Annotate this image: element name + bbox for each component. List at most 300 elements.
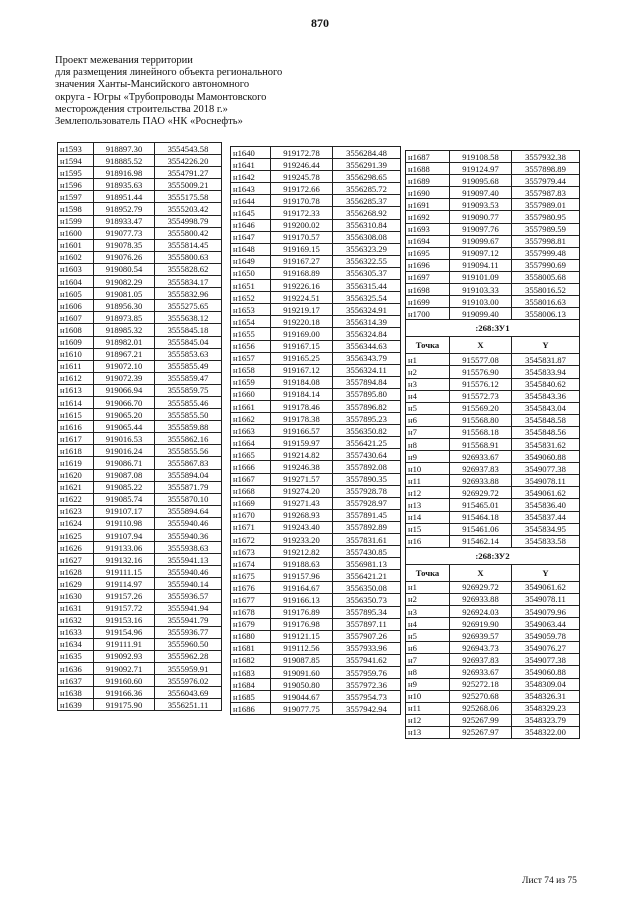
point-label: н1603: [58, 263, 94, 275]
y-coordinate: Y: [512, 564, 580, 581]
point-label: н1631: [58, 602, 94, 614]
x-coordinate: 919103.33: [450, 284, 512, 296]
y-coordinate: 3556324.84: [333, 328, 401, 340]
y-coordinate: 3548323.79: [512, 714, 580, 726]
x-coordinate: 918885.52: [94, 155, 155, 167]
y-coordinate: 3545848.56: [512, 426, 580, 438]
x-coordinate: 918985.32: [94, 324, 155, 336]
point-label: н1698: [406, 284, 450, 296]
x-coordinate: 918935.63: [94, 179, 155, 191]
point-label: н1696: [406, 259, 450, 271]
x-coordinate: 919246.44: [271, 159, 333, 171]
x-coordinate: 919092.93: [94, 650, 155, 662]
x-coordinate: 919087.08: [94, 469, 155, 481]
table-row: [58, 433, 222, 445]
table-row: [231, 703, 401, 715]
x-coordinate: 926939.57: [450, 630, 512, 642]
y-coordinate: 3548326.31: [512, 690, 580, 702]
y-coordinate: 3555940.46: [155, 566, 222, 578]
point-label: Точка: [406, 564, 450, 581]
coordinates-table-3: [405, 150, 580, 739]
x-coordinate: 915568.80: [450, 414, 512, 426]
x-coordinate: 919072.39: [94, 372, 155, 384]
x-coordinate: 919092.71: [94, 663, 155, 675]
x-coordinate: 919153.16: [94, 614, 155, 626]
point-label: н1652: [231, 292, 271, 304]
point-label: н1626: [58, 542, 94, 554]
point-label: н13: [406, 726, 450, 738]
x-coordinate: 926943.73: [450, 642, 512, 654]
y-coordinate: 3557896.82: [333, 400, 401, 412]
table-row: [231, 679, 401, 691]
point-label: н1620: [58, 469, 94, 481]
x-coordinate: 919090.77: [450, 211, 512, 223]
table-row: [58, 481, 222, 493]
x-coordinate: 919170.78: [271, 195, 333, 207]
y-coordinate: 3558005.68: [512, 271, 580, 283]
y-coordinate: 3555859.47: [155, 372, 222, 384]
x-coordinate: 919101.09: [450, 271, 512, 283]
point-label: н1632: [58, 614, 94, 626]
point-label: н10: [406, 463, 450, 475]
y-coordinate: 3555638.12: [155, 312, 222, 324]
point-label: н1681: [231, 642, 271, 654]
table-row: [231, 461, 401, 473]
point-label: н1623: [58, 505, 94, 517]
y-coordinate: 3556421.25: [333, 437, 401, 449]
y-coordinate: 3556314.39: [333, 316, 401, 328]
point-label: н1617: [58, 433, 94, 445]
table-row: [58, 675, 222, 687]
y-coordinate: 3555940.36: [155, 530, 222, 542]
point-label: н1628: [58, 566, 94, 578]
y-coordinate: 3555867.83: [155, 457, 222, 469]
x-coordinate: 919188.63: [271, 558, 333, 570]
y-coordinate: 3548322.00: [512, 726, 580, 738]
table-row: [231, 413, 401, 425]
y-coordinate: 3556285.72: [333, 183, 401, 195]
table-row: [231, 558, 401, 570]
x-coordinate: 915577.08: [450, 354, 512, 366]
x-coordinate: 919093.53: [450, 199, 512, 211]
y-coordinate: 3556421.21: [333, 570, 401, 582]
table-row: [406, 690, 580, 702]
y-coordinate: 3549060.88: [512, 451, 580, 463]
point-label: н1650: [231, 267, 271, 279]
point-label: н1700: [406, 308, 450, 320]
table-row: [406, 175, 580, 187]
y-coordinate: 3554543.58: [155, 143, 222, 155]
x-coordinate: 918973.85: [94, 312, 155, 324]
y-coordinate: 3555800.42: [155, 227, 222, 239]
table-row: [406, 438, 580, 450]
table-row: [406, 211, 580, 223]
table-row: [58, 554, 222, 566]
x-coordinate: 919214.82: [271, 449, 333, 461]
x-coordinate: 919220.18: [271, 316, 333, 328]
point-label: н1636: [58, 663, 94, 675]
x-coordinate: 915461.06: [450, 523, 512, 535]
y-coordinate: 3556284.48: [333, 147, 401, 159]
point-label: н11: [406, 702, 450, 714]
table-row: [231, 437, 401, 449]
table-row: [406, 618, 580, 630]
y-coordinate: 3545848.58: [512, 414, 580, 426]
point-label: н1618: [58, 445, 94, 457]
y-coordinate: 3556981.13: [333, 558, 401, 570]
x-coordinate: 919097.40: [450, 187, 512, 199]
point-label: н1683: [231, 667, 271, 679]
y-coordinate: 3554791.27: [155, 167, 222, 179]
x-coordinate: 925267.97: [450, 726, 512, 738]
x-coordinate: 919097.76: [450, 223, 512, 235]
y-coordinate: 3555009.21: [155, 179, 222, 191]
table-row: [58, 251, 222, 263]
x-coordinate: 919212.82: [271, 546, 333, 558]
x-coordinate: 915576.12: [450, 378, 512, 390]
y-coordinate: 3545833.58: [512, 535, 580, 547]
y-coordinate: 3557895.80: [333, 388, 401, 400]
y-coordinate: 3548329.23: [512, 702, 580, 714]
y-coordinate: 3555800.63: [155, 251, 222, 263]
header-line: Проект межевания территории: [55, 55, 193, 66]
y-coordinate: 3557954.73: [333, 691, 401, 703]
x-coordinate: 919099.67: [450, 235, 512, 247]
y-coordinate: 3557892.08: [333, 461, 401, 473]
table-row: [406, 378, 580, 390]
point-label: н1611: [58, 360, 94, 372]
point-label: н1599: [58, 215, 94, 227]
point-label: н4: [406, 390, 450, 402]
x-coordinate: 919178.38: [271, 413, 333, 425]
y-coordinate: 3555845.04: [155, 336, 222, 348]
table-row: [58, 239, 222, 251]
x-coordinate: 919157.26: [94, 590, 155, 602]
table-row: [58, 336, 222, 348]
table-row: [231, 654, 401, 666]
x-coordinate: 919169.15: [271, 243, 333, 255]
table-row: [231, 642, 401, 654]
y-coordinate: 3549063.44: [512, 618, 580, 630]
y-coordinate: 3555859.88: [155, 421, 222, 433]
x-coordinate: 919268.93: [271, 509, 333, 521]
sheet-footer: Лист 74 из 75: [522, 876, 577, 886]
y-coordinate: 3557907.26: [333, 630, 401, 642]
y-coordinate: 3556043.69: [155, 687, 222, 699]
table-row: [231, 509, 401, 521]
x-coordinate: 919114.97: [94, 578, 155, 590]
table-row: [231, 606, 401, 618]
table-row: [406, 702, 580, 714]
table-row: [231, 485, 401, 497]
point-label: н1642: [231, 171, 271, 183]
table-row: [231, 340, 401, 352]
point-label: н1616: [58, 421, 94, 433]
table-row: [406, 187, 580, 199]
y-coordinate: 3556322.55: [333, 255, 401, 267]
x-coordinate: 919246.38: [271, 461, 333, 473]
y-coordinate: 3555940.46: [155, 517, 222, 529]
point-label: н1605: [58, 288, 94, 300]
table-row: [58, 227, 222, 239]
table-row: [406, 475, 580, 487]
x-coordinate: 919178.46: [271, 400, 333, 412]
point-label: н1647: [231, 231, 271, 243]
x-coordinate: 919167.27: [271, 255, 333, 267]
y-coordinate: 3557987.83: [512, 187, 580, 199]
x-coordinate: 915464.18: [450, 511, 512, 523]
x-coordinate: 919172.33: [271, 207, 333, 219]
table-row: [406, 630, 580, 642]
x-coordinate: 919066.94: [94, 384, 155, 396]
point-label: н1637: [58, 675, 94, 687]
table-row: [58, 493, 222, 505]
point-label: н9: [406, 451, 450, 463]
x-coordinate: 919078.35: [94, 239, 155, 251]
point-label: н1629: [58, 578, 94, 590]
table-row: [406, 726, 580, 738]
y-coordinate: 3555894.04: [155, 469, 222, 481]
y-coordinate: 3555894.64: [155, 505, 222, 517]
table-row: [231, 231, 401, 243]
table-row: [58, 517, 222, 529]
table-row: [231, 352, 401, 364]
point-label: н13: [406, 499, 450, 511]
x-coordinate: 919016.24: [94, 445, 155, 457]
table-row: [58, 179, 222, 191]
point-label: н1625: [58, 530, 94, 542]
table-row: [231, 667, 401, 679]
table-row: [406, 523, 580, 535]
table-row: [406, 247, 580, 259]
y-coordinate: 3556350.82: [333, 425, 401, 437]
table-row: [406, 463, 580, 475]
x-coordinate: 919154.96: [94, 626, 155, 638]
point-label: н1697: [406, 271, 450, 283]
point-label: н1667: [231, 473, 271, 485]
point-label: н1622: [58, 493, 94, 505]
x-coordinate: 919065.44: [94, 421, 155, 433]
table-row: [231, 594, 401, 606]
point-label: н6: [406, 414, 450, 426]
point-label: н1609: [58, 336, 94, 348]
point-label: н1671: [231, 521, 271, 533]
y-coordinate: 3556285.37: [333, 195, 401, 207]
x-coordinate: 926933.88: [450, 475, 512, 487]
x-coordinate: 919082.29: [94, 276, 155, 288]
x-coordinate: 919184.14: [271, 388, 333, 400]
x-coordinate: 919111.15: [94, 566, 155, 578]
point-label: н1684: [231, 679, 271, 691]
y-coordinate: 3549079.96: [512, 606, 580, 618]
table-row: [406, 151, 580, 163]
table-row: [406, 511, 580, 523]
x-coordinate: 919087.85: [271, 654, 333, 666]
point-label: н1596: [58, 179, 94, 191]
x-coordinate: 919081.05: [94, 288, 155, 300]
point-label: н8: [406, 666, 450, 678]
x-coordinate: 919169.00: [271, 328, 333, 340]
table-row: [231, 546, 401, 558]
table-row: [406, 666, 580, 678]
y-coordinate: 3555941.13: [155, 554, 222, 566]
x-coordinate: 919065.20: [94, 409, 155, 421]
point-label: н1619: [58, 457, 94, 469]
document-header: [55, 55, 355, 128]
y-coordinate: 3557999.48: [512, 247, 580, 259]
y-coordinate: 3555940.14: [155, 578, 222, 590]
point-label: н1662: [231, 413, 271, 425]
table-row: [58, 348, 222, 360]
point-label: н1687: [406, 151, 450, 163]
section-title-row: [406, 320, 580, 337]
point-label: н1675: [231, 570, 271, 582]
table-row: [231, 534, 401, 546]
table-row: [58, 288, 222, 300]
y-coordinate: 3549078.11: [512, 593, 580, 605]
y-coordinate: 3557831.61: [333, 534, 401, 546]
table-row: [58, 650, 222, 662]
x-coordinate: 919165.25: [271, 352, 333, 364]
page-number: 870: [311, 16, 329, 30]
table-row: [231, 219, 401, 231]
x-coordinate: 925268.06: [450, 702, 512, 714]
table-row: [58, 324, 222, 336]
y-coordinate: 3557979.44: [512, 175, 580, 187]
x-coordinate: 919108.58: [450, 151, 512, 163]
x-coordinate: 919164.67: [271, 582, 333, 594]
table-row: [231, 243, 401, 255]
point-label: н1: [406, 354, 450, 366]
y-coordinate: 3557959.76: [333, 667, 401, 679]
table-row: [406, 606, 580, 618]
y-coordinate: 3545837.44: [512, 511, 580, 523]
table-row: [406, 163, 580, 175]
section-title: :268:ЗУ2: [406, 547, 580, 564]
y-coordinate: 3545831.62: [512, 438, 580, 450]
point-label: н1643: [231, 183, 271, 195]
y-coordinate: 3555814.45: [155, 239, 222, 251]
x-coordinate: 915569.20: [450, 402, 512, 414]
point-label: н1666: [231, 461, 271, 473]
x-coordinate: 919160.60: [94, 675, 155, 687]
x-coordinate: 925270.68: [450, 690, 512, 702]
table-row: [58, 276, 222, 288]
table-row: [406, 426, 580, 438]
x-coordinate: 919168.89: [271, 267, 333, 279]
x-coordinate: 926937.83: [450, 463, 512, 475]
y-coordinate: 3555976.02: [155, 675, 222, 687]
point-label: н1692: [406, 211, 450, 223]
x-coordinate: 918967.21: [94, 348, 155, 360]
table-row: [58, 215, 222, 227]
x-coordinate: 919166.57: [271, 425, 333, 437]
y-coordinate: 3555941.79: [155, 614, 222, 626]
coordinates-table-2: [230, 146, 401, 715]
point-label: н1649: [231, 255, 271, 267]
table-row: [231, 292, 401, 304]
point-label: н1689: [406, 175, 450, 187]
table-row: [58, 590, 222, 602]
point-label: н5: [406, 630, 450, 642]
table-row: [58, 530, 222, 542]
y-coordinate: 3556291.39: [333, 159, 401, 171]
table-row: [406, 487, 580, 499]
y-coordinate: 3555855.56: [155, 445, 222, 457]
y-coordinate: 3557895.34: [333, 606, 401, 618]
table-row: [406, 642, 580, 654]
point-label: н1651: [231, 280, 271, 292]
point-label: н1638: [58, 687, 94, 699]
table-row: [231, 328, 401, 340]
x-coordinate: 919170.57: [271, 231, 333, 243]
y-coordinate: 3557430.85: [333, 546, 401, 558]
table-row: [406, 593, 580, 605]
table-row: [231, 497, 401, 509]
section-title-row: [406, 547, 580, 564]
point-label: н5: [406, 402, 450, 414]
point-label: н1690: [406, 187, 450, 199]
point-label: н1691: [406, 199, 450, 211]
table-row: [406, 535, 580, 547]
x-coordinate: 919085.74: [94, 493, 155, 505]
y-coordinate: 3555275.65: [155, 300, 222, 312]
x-coordinate: 926919.90: [450, 618, 512, 630]
point-label: н1695: [406, 247, 450, 259]
table-row: [231, 147, 401, 159]
point-label: н1688: [406, 163, 450, 175]
x-coordinate: 919072.10: [94, 360, 155, 372]
y-coordinate: 3557932.38: [512, 151, 580, 163]
table-row: [231, 388, 401, 400]
point-label: н1639: [58, 699, 94, 711]
x-coordinate: 915462.14: [450, 535, 512, 547]
y-coordinate: 3556324.11: [333, 364, 401, 376]
y-coordinate: 3557928.78: [333, 485, 401, 497]
table-row: [406, 199, 580, 211]
x-coordinate: 919132.16: [94, 554, 155, 566]
x-coordinate: 919111.91: [94, 638, 155, 650]
table-row: [58, 505, 222, 517]
y-coordinate: 3556350.08: [333, 582, 401, 594]
point-label: н8: [406, 438, 450, 450]
x-coordinate: 919124.97: [450, 163, 512, 175]
x-coordinate: 919097.12: [450, 247, 512, 259]
x-coordinate: 918916.98: [94, 167, 155, 179]
point-label: н1641: [231, 159, 271, 171]
table-row: [58, 360, 222, 372]
x-coordinate: 919271.57: [271, 473, 333, 485]
table-row: [58, 312, 222, 324]
point-label: н1668: [231, 485, 271, 497]
y-coordinate: 3549078.11: [512, 475, 580, 487]
table-row: [231, 618, 401, 630]
table-row: [406, 654, 580, 666]
y-coordinate: 3557890.35: [333, 473, 401, 485]
y-coordinate: 3554226.20: [155, 155, 222, 167]
y-coordinate: 3548309.04: [512, 678, 580, 690]
table-row: [406, 259, 580, 271]
table-row: [406, 390, 580, 402]
table-row: [231, 280, 401, 292]
y-coordinate: 3557933.96: [333, 642, 401, 654]
y-coordinate: 3557928.97: [333, 497, 401, 509]
x-coordinate: 919271.43: [271, 497, 333, 509]
x-coordinate: 919016.53: [94, 433, 155, 445]
x-coordinate: 919226.16: [271, 280, 333, 292]
x-coordinate: 926933.67: [450, 451, 512, 463]
column-header-row: [406, 564, 580, 581]
